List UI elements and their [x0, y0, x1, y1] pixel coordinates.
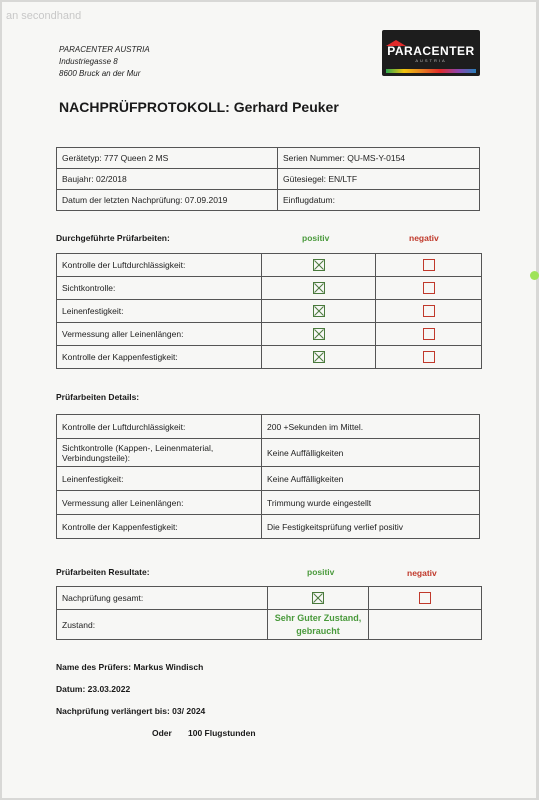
page-title: NACHPRÜFPROTOKOLL: Gerhard Peuker — [59, 99, 339, 115]
checked-box-icon — [313, 351, 325, 363]
checked-box-icon — [313, 282, 325, 294]
empty-box-icon — [419, 592, 431, 604]
results-positiv-header: positiv — [307, 567, 335, 577]
info-seriennummer: Serien Nummer: QU-MS-Y-0154 — [278, 148, 480, 169]
checks-row — [57, 254, 482, 277]
logo-color-bar — [386, 69, 476, 73]
pruefer-name: Name des Prüfers: Markus Windisch — [56, 662, 204, 672]
details-row — [57, 467, 480, 491]
details-row-value: Keine Auffälligkeiten — [262, 467, 480, 491]
empty-box-icon — [423, 282, 435, 294]
paracenter-logo — [382, 30, 480, 76]
checks-row-positive — [262, 323, 376, 346]
checks-table — [56, 253, 482, 369]
results-zustand-value — [268, 610, 369, 640]
checks-row — [57, 277, 482, 300]
details-row — [57, 491, 480, 515]
info-baujahr: Baujahr: 02/2018 — [57, 169, 278, 190]
checks-row-negative — [376, 323, 482, 346]
checks-row-negative — [376, 277, 482, 300]
checks-row-negative — [376, 254, 482, 277]
checked-box-icon — [313, 259, 325, 271]
results-zustand-empty — [369, 610, 482, 640]
company-city: 8600 Bruck an der Mur — [59, 69, 141, 78]
empty-box-icon — [423, 351, 435, 363]
watermark-text: an secondhand — [6, 10, 82, 22]
details-row-label: Leinenfestigkeit: — [57, 467, 262, 491]
logo-text: PARACENTER — [387, 44, 475, 58]
checks-row-label: Sichtkontrolle: — [57, 277, 262, 300]
details-row-value: 200 +Sekunden im Mittel. — [262, 415, 480, 439]
results-heading: Prüfarbeiten Resultate: — [56, 567, 150, 577]
details-row — [57, 415, 480, 439]
details-row-label: Sichtkontrolle (Kappen-, Leinenmaterial, Verbindungsteile): — [57, 439, 262, 467]
checked-box-icon — [313, 305, 325, 317]
results-gesamt-negative — [369, 587, 482, 610]
checks-negativ-header: negativ — [409, 233, 439, 243]
checks-row-label: Leinenfestigkeit: — [57, 300, 262, 323]
results-zustand-label: Zustand: — [57, 610, 268, 640]
device-info-table — [56, 147, 480, 211]
details-row — [57, 515, 480, 539]
checks-positiv-header: positiv — [302, 233, 330, 243]
empty-box-icon — [423, 259, 435, 271]
checks-row-positive — [262, 346, 376, 369]
checks-row-label: Kontrolle der Kappenfestigkeit: — [57, 346, 262, 369]
verlaengert-bis: Nachprüfung verlängert bis: 03/ 2024 — [56, 706, 206, 716]
checks-row-label: Kontrolle der Luftdurchlässigkeit: — [57, 254, 262, 277]
logo-subtext: AUSTRIA — [415, 58, 447, 63]
details-row-label: Kontrolle der Luftdurchlässigkeit: — [57, 415, 262, 439]
checks-row-positive — [262, 277, 376, 300]
details-row-label: Kontrolle der Kappenfestigkeit: — [57, 515, 262, 539]
details-row-value: Die Festigkeitsprüfung verlief positiv — [262, 515, 480, 539]
details-row-label: Vermessung aller Leinenlängen: — [57, 491, 262, 515]
info-letzte-pruefung: Datum der letzten Nachprüfung: 07.09.2019 — [57, 190, 278, 211]
company-name: PARACENTER AUSTRIA — [59, 45, 150, 54]
checks-row — [57, 323, 482, 346]
checks-row-negative — [376, 300, 482, 323]
green-marker-dot — [530, 271, 539, 280]
results-table — [56, 586, 482, 640]
checks-row — [57, 300, 482, 323]
info-geraetetyp: Gerätetyp: 777 Queen 2 MS — [57, 148, 278, 169]
empty-box-icon — [423, 305, 435, 317]
checks-row — [57, 346, 482, 369]
flugstunden: 100 Flugstunden — [188, 728, 256, 738]
details-heading: Prüfarbeiten Details: — [56, 392, 140, 402]
results-gesamt-positive — [268, 587, 369, 610]
details-table — [56, 414, 480, 539]
document-page — [2, 2, 536, 798]
results-gesamt-label: Nachprüfung gesamt: — [57, 587, 268, 610]
zustand-line1: Sehr Guter Zustand, — [274, 612, 362, 623]
checks-row-positive — [262, 300, 376, 323]
empty-box-icon — [423, 328, 435, 340]
checks-row-positive — [262, 254, 376, 277]
zustand-line2: gebraucht — [296, 625, 340, 636]
details-row-value: Trimmung wurde eingestellt — [262, 491, 480, 515]
checks-row-negative — [376, 346, 482, 369]
info-einflugdatum: Einflugdatum: — [278, 190, 480, 211]
checked-box-icon — [312, 592, 324, 604]
checks-heading: Durchgeführte Prüfarbeiten: — [56, 233, 170, 243]
details-row — [57, 439, 480, 467]
company-address — [59, 44, 150, 80]
pruef-datum: Datum: 23.03.2022 — [56, 684, 131, 694]
company-street: Industriegasse 8 — [59, 57, 118, 66]
results-negativ-header: negativ — [407, 568, 437, 578]
details-row-value: Keine Auffälligkeiten — [262, 439, 480, 467]
checks-row-label: Vermessung aller Leinenlängen: — [57, 323, 262, 346]
info-guetesiegel: Gütesiegel: EN/LTF — [278, 169, 480, 190]
checked-box-icon — [313, 328, 325, 340]
oder-label: Oder — [152, 728, 172, 738]
